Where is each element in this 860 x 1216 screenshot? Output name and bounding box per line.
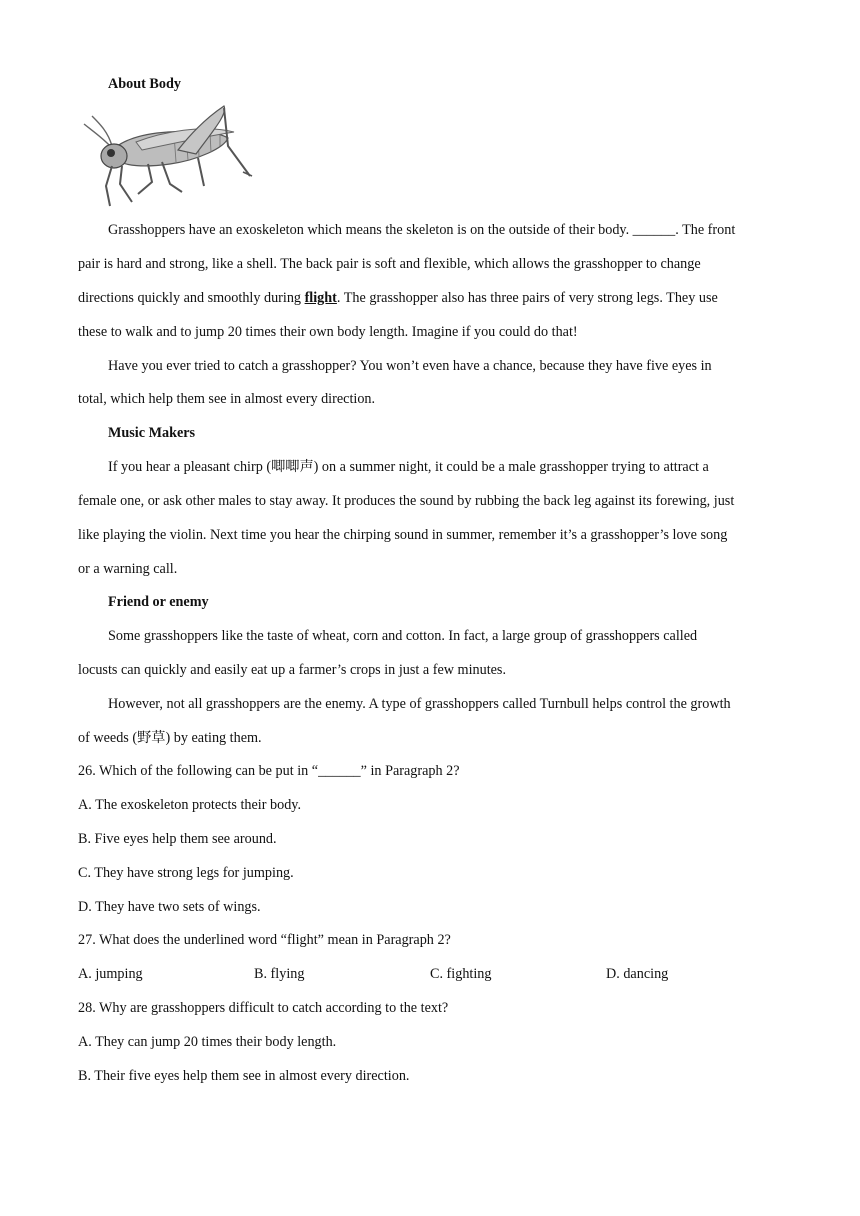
paragraph-6-line-1: However, not all grasshoppers are the enemy. A type of grasshoppers called Turnbull helps control the growth [108, 696, 731, 712]
section-heading-music-makers: Music Makers [108, 425, 196, 441]
question-26-option-a: A. The exoskeleton protects their body. [78, 797, 302, 813]
paragraph-2-line-4: these to walk and to jump 20 times their own body length. Imagine if you could do that! [78, 324, 578, 340]
question-27-option-c: C. fighting [430, 966, 492, 982]
question-27-stem: 27. What does the underlined word “flight” mean in Paragraph 2? [78, 932, 451, 948]
paragraph-2-line-3-end: . The grasshopper also has three pairs of very strong legs. They use [336, 290, 718, 306]
paragraph-6-line-2: of weeds (野草) by eating them. [78, 730, 262, 746]
paragraph-5-line-2: locusts can quickly and easily eat up a farmer’s crops in just a few minutes. [78, 662, 507, 678]
paragraph-4-line-2: female one, or ask other males to stay away. It produces the sound by rubbing the back leg against its forewing, just [78, 493, 735, 509]
question-28-option-a: A. They can jump 20 times their body length. [78, 1034, 337, 1050]
underlined-word-flight: flight [304, 290, 337, 306]
question-26-option-c: C. They have strong legs for jumping. [78, 865, 294, 881]
paragraph-2-line-3 [78, 288, 718, 308]
question-28-stem: 28. Why are grasshoppers difficult to catch according to the text? [78, 1000, 449, 1016]
paragraph-3-line-2: total, which help them see in almost every direction. [78, 391, 376, 407]
section-heading-friend-or-enemy: Friend or enemy [108, 594, 209, 610]
question-26-stem: 26. Which of the following can be put in “______” in Paragraph 2? [78, 763, 460, 779]
section-heading-about-body: About Body [108, 76, 181, 92]
question-26-option-b: B. Five eyes help them see around. [78, 831, 277, 847]
paragraph-4-line-3: like playing the violin. Next time you hear the chirping sound in summer, remember it’s a grasshopper’s love song [78, 527, 728, 543]
paragraph-2-line-3-start: directions quickly and smoothly during [78, 290, 305, 306]
paragraph-2-line-2: pair is hard and strong, like a shell. The back pair is soft and flexible, which allows the grasshopper to change [78, 256, 701, 272]
paragraph-5-line-1: Some grasshoppers like the taste of wheat, corn and cotton. In fact, a large group of grasshoppers called [108, 628, 698, 644]
question-28-option-b: B. Their five eyes help them see in almost every direction. [78, 1068, 410, 1084]
question-27-option-a: A. jumping [78, 966, 143, 982]
grasshopper-illustration [78, 102, 254, 208]
paragraph-4-line-4: or a warning call. [78, 561, 178, 577]
question-27-options [78, 964, 778, 984]
paragraph-2-line-1: Grasshoppers have an exoskeleton which means the skeleton is on the outside of their body. ______. The front [108, 222, 736, 238]
question-26-option-d: D. They have two sets of wings. [78, 899, 261, 915]
paragraph-4-line-1: If you hear a pleasant chirp (唧唧声) on a summer night, it could be a male grasshopper trying to attract a [108, 459, 709, 475]
paragraph-3-line-1: Have you ever tried to catch a grasshopper? You won’t even have a chance, because they have five eyes in [108, 358, 712, 374]
question-27-option-b: B. flying [254, 966, 305, 982]
question-27-option-d: D. dancing [606, 966, 669, 982]
